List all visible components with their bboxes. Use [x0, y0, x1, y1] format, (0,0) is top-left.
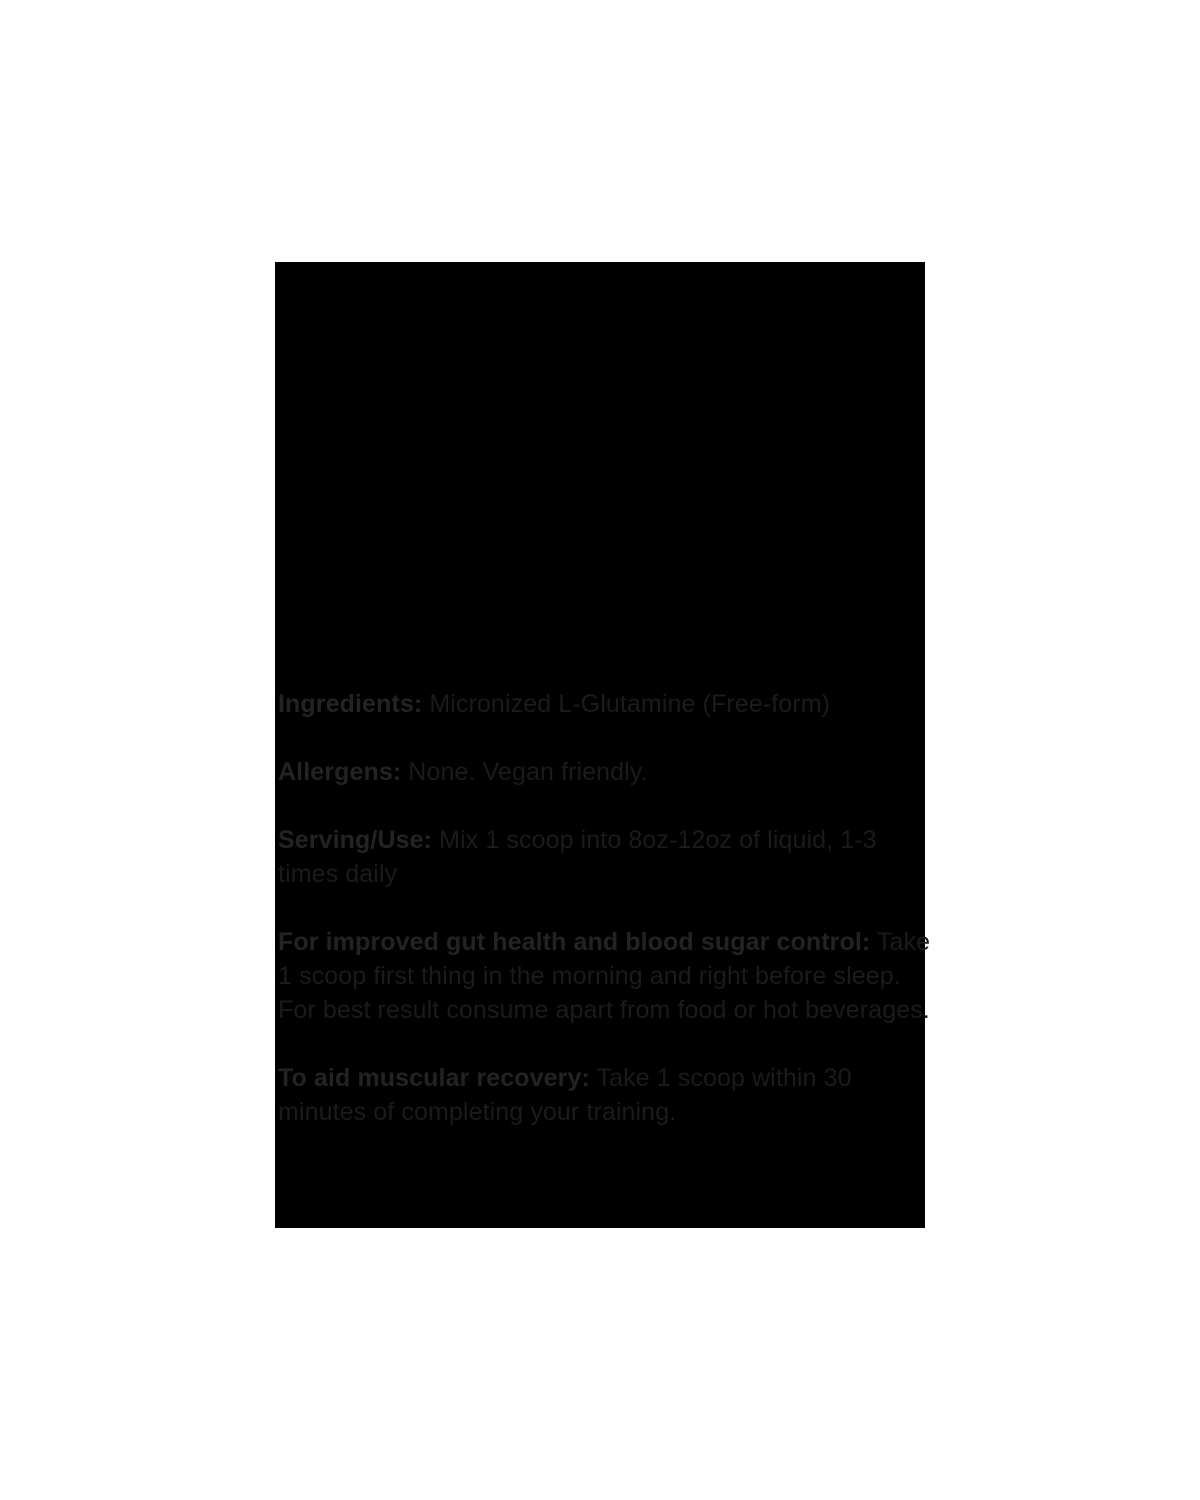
muscular-recovery-paragraph	[278, 1061, 935, 1129]
serving-use-label: Serving/Use:	[278, 826, 433, 854]
gut-health-paragraph	[278, 925, 935, 1027]
serving-use-paragraph	[278, 823, 935, 891]
product-label-panel	[275, 262, 931, 1228]
muscular-recovery-value: Take 1 scoop within 30 minutes of completing your training.	[278, 1064, 852, 1126]
allergens-value: None. Vegan friendly.	[401, 758, 648, 786]
supplement-info-block	[275, 687, 935, 1129]
muscular-recovery-label: To aid muscular recovery:	[278, 1064, 590, 1092]
serving-use-value: Mix 1 scoop into 8oz-12oz of liquid, 1-3 times daily	[278, 826, 877, 888]
ingredients-label: Ingredients:	[278, 690, 423, 718]
gut-health-value: Take 1 scoop first thing in the morning and right before sleep. For best result consume apart from food or hot beverages.	[278, 928, 931, 1024]
allergens-paragraph	[278, 755, 935, 789]
gut-health-label: For improved gut health and blood sugar control:	[278, 928, 871, 956]
ingredients-value: Micronized L-Glutamine (Free-form)	[422, 690, 831, 718]
allergens-label: Allergens:	[278, 758, 402, 786]
ingredients-paragraph	[278, 687, 935, 721]
